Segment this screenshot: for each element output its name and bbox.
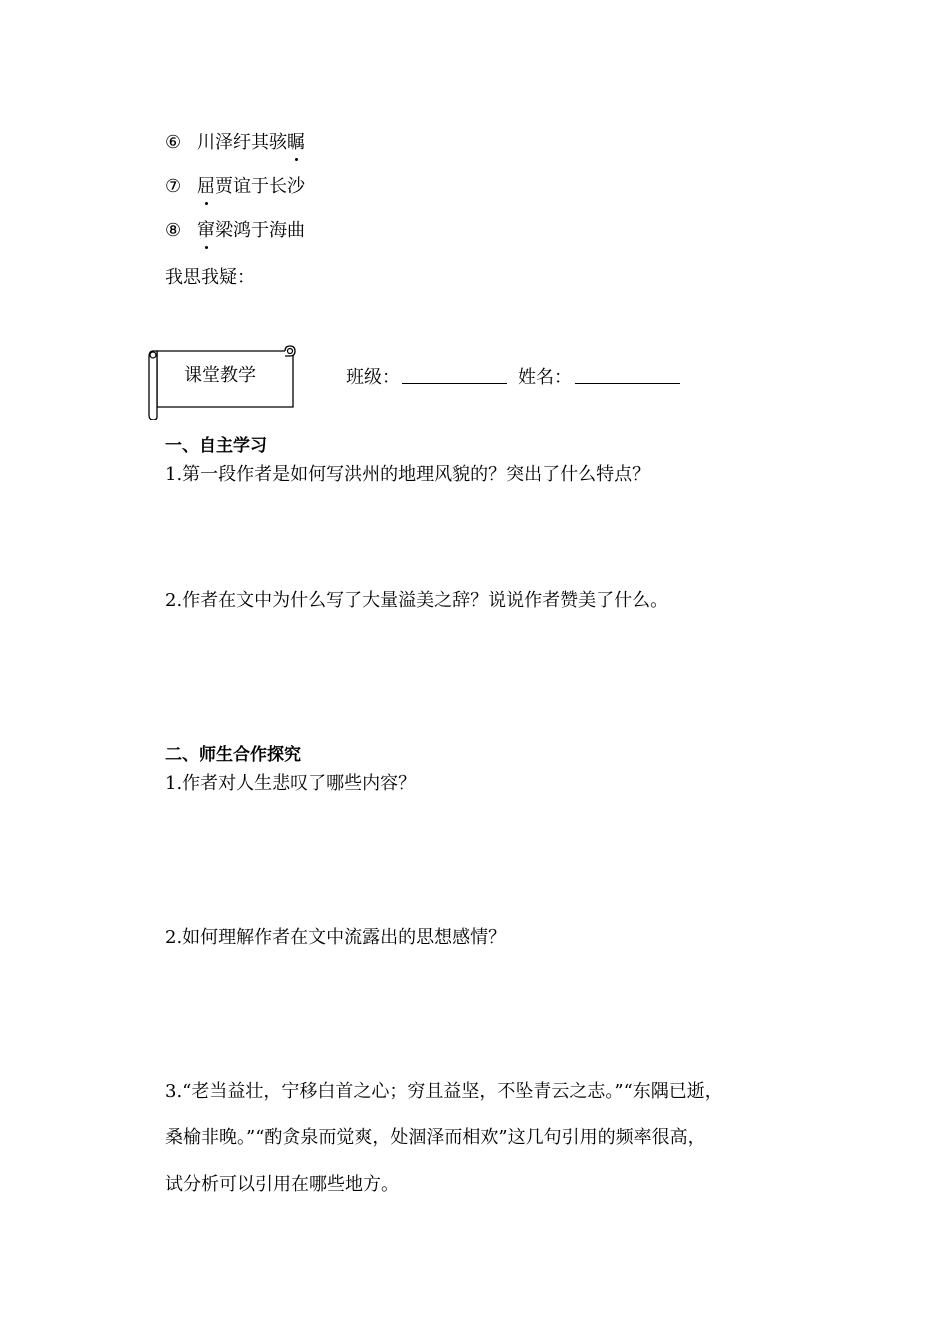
section1-question-2: 2.作者在文中为什么写了大量溢美之辞？说说作者赞美了什么。 (165, 590, 669, 611)
class-blank[interactable] (402, 383, 507, 384)
item-8 (165, 219, 305, 243)
section1-heading: 一、自主学习 (165, 436, 267, 456)
item-7 (165, 175, 305, 199)
emphasized-char: 窜 (197, 220, 215, 241)
emphasized-char: 瞩 (287, 132, 305, 153)
banner-title: 课堂教学 (184, 365, 256, 386)
item-text-rest: 梁鸿于海曲 (215, 220, 305, 241)
name-label: 姓名： (518, 367, 572, 388)
section2-question-3-line1: 3.“老当益壮，宁移白首之心；穷且益坚，不坠青云之志。”“东隅已逝， (165, 1081, 723, 1102)
item-number: ⑧ (165, 220, 182, 241)
reflect-label: 我思我疑： (165, 267, 255, 288)
section2-question-1: 1.作者对人生悲叹了哪些内容？ (165, 773, 417, 794)
section2-question-2: 2.如何理解作者在文中流露出的思想感情？ (165, 927, 507, 948)
emphasized-char: 屈 (197, 176, 215, 197)
item-6 (165, 131, 305, 155)
section2-question-3-line2: 桑榆非晚。”“酌贪泉而觉爽，处涸泽而相欢”这几句引用的频率很高， (165, 1127, 706, 1148)
item-text-rest: 贾谊于长沙 (215, 176, 305, 197)
item-number: ⑦ (165, 176, 182, 197)
name-blank[interactable] (575, 383, 680, 384)
section2-question-3-line3: 试分析可以引用在哪些地方。 (165, 1174, 399, 1195)
section2-heading: 二、师生合作探究 (165, 745, 301, 765)
class-label: 班级： (346, 367, 400, 388)
section1-question-1: 1.第一段作者是如何写洪州的地理风貌的？突出了什么特点？ (165, 464, 651, 485)
item-text: 川泽纡其骇 (197, 132, 287, 153)
item-number: ⑥ (165, 132, 182, 153)
